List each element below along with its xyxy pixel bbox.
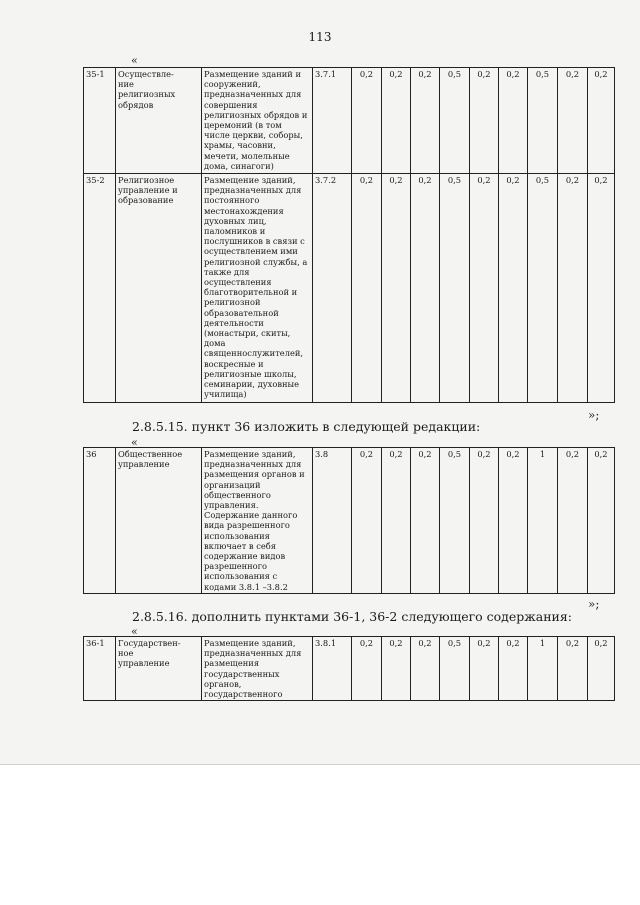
value-cell: 0,2 bbox=[352, 68, 382, 174]
land-use-table-2 bbox=[83, 447, 615, 594]
row-number: 35-2 bbox=[84, 174, 116, 403]
value-cell: 0,2 bbox=[588, 637, 615, 701]
table-row bbox=[84, 448, 615, 594]
value-cell: 0,2 bbox=[499, 174, 528, 403]
value-cell: 1 bbox=[528, 637, 558, 701]
value-cell: 0,2 bbox=[558, 174, 588, 403]
use-type-name: Общественное управление bbox=[116, 448, 202, 594]
value-cell: 1 bbox=[528, 448, 558, 594]
open-quote: « bbox=[131, 625, 138, 638]
value-cell: 0,5 bbox=[440, 68, 470, 174]
value-cell: 0,2 bbox=[588, 68, 615, 174]
value-cell: 0,2 bbox=[558, 637, 588, 701]
row-number: 35-1 bbox=[84, 68, 116, 174]
use-type-name: Религиозное управление и образование bbox=[116, 174, 202, 403]
page-number: 113 bbox=[308, 30, 332, 44]
value-cell: 0,5 bbox=[440, 637, 470, 701]
value-cell: 0,2 bbox=[588, 448, 615, 594]
classifier-code: 3.8 bbox=[313, 448, 352, 594]
value-cell: 0,2 bbox=[499, 637, 528, 701]
table-row bbox=[84, 68, 615, 174]
value-cell: 0,5 bbox=[440, 174, 470, 403]
value-cell: 0,2 bbox=[352, 448, 382, 594]
value-cell: 0,2 bbox=[411, 448, 440, 594]
close-quote: »; bbox=[588, 597, 600, 611]
open-quote: « bbox=[131, 54, 138, 67]
row-number: 36-1 bbox=[84, 637, 116, 701]
value-cell: 0,5 bbox=[440, 448, 470, 594]
value-cell: 0,2 bbox=[411, 68, 440, 174]
land-use-table-3 bbox=[83, 636, 615, 701]
open-quote: « bbox=[131, 436, 138, 449]
value-cell: 0,2 bbox=[470, 448, 499, 594]
classifier-code: 3.7.2 bbox=[313, 174, 352, 403]
use-type-description: Размещение зданий, предназначенных для размещения государственных органов, государственного bbox=[202, 637, 313, 701]
use-type-description: Размещение зданий и сооружений, предназначенных для совершения религиозных обрядов и церемоний (в том числе церкви, соборы, храмы, часовни, мечети, молельные дома, синагоги) bbox=[202, 68, 313, 174]
value-cell: 0,2 bbox=[382, 174, 411, 403]
value-cell: 0,5 bbox=[528, 174, 558, 403]
scan-edge bbox=[0, 764, 640, 765]
value-cell: 0,2 bbox=[411, 174, 440, 403]
value-cell: 0,2 bbox=[352, 637, 382, 701]
classifier-code: 3.8.1 bbox=[313, 637, 352, 701]
value-cell: 0,2 bbox=[558, 68, 588, 174]
table-row bbox=[84, 174, 615, 403]
value-cell: 0,2 bbox=[499, 448, 528, 594]
use-type-description: Размещение зданий, предназначенных для постоянного местонахождения духовных лиц, паломников и послушников в связи с осуществлением ими религиозной службы, а также для осуществления благотворительной и религиозной образовательной деятельности (монастыри, скиты, дома священнослужителей, воскресные и религиозные школы, семинарии, духовные училища) bbox=[202, 174, 313, 403]
value-cell: 0,2 bbox=[382, 68, 411, 174]
classifier-code: 3.7.1 bbox=[313, 68, 352, 174]
table-row bbox=[84, 637, 615, 701]
value-cell: 0,2 bbox=[352, 174, 382, 403]
value-cell: 0,2 bbox=[470, 68, 499, 174]
value-cell: 0,2 bbox=[382, 637, 411, 701]
value-cell: 0,2 bbox=[382, 448, 411, 594]
value-cell: 0,2 bbox=[470, 637, 499, 701]
section-heading: 2.8.5.15. пункт 36 изложить в следующей редакции: bbox=[132, 419, 481, 434]
value-cell: 0,5 bbox=[528, 68, 558, 174]
section-heading: 2.8.5.16. дополнить пунктами 36-1, 36-2 следующего содержания: bbox=[132, 609, 572, 624]
use-type-description: Размещение зданий, предназначенных для размещения органов и организаций общественного управления. Содержание данного вида разрешенного использования включает в себя содержание видов разрешенного использования с кодами 3.8.1 –3.8.2 bbox=[202, 448, 313, 594]
row-number: 36 bbox=[84, 448, 116, 594]
close-quote: »; bbox=[588, 408, 600, 422]
use-type-name: Осуществле- ние религиозных обрядов bbox=[116, 68, 202, 174]
value-cell: 0,2 bbox=[499, 68, 528, 174]
use-type-name: Государствен- ное управление bbox=[116, 637, 202, 701]
value-cell: 0,2 bbox=[588, 174, 615, 403]
value-cell: 0,2 bbox=[558, 448, 588, 594]
value-cell: 0,2 bbox=[411, 637, 440, 701]
value-cell: 0,2 bbox=[470, 174, 499, 403]
land-use-table-1 bbox=[83, 67, 615, 403]
